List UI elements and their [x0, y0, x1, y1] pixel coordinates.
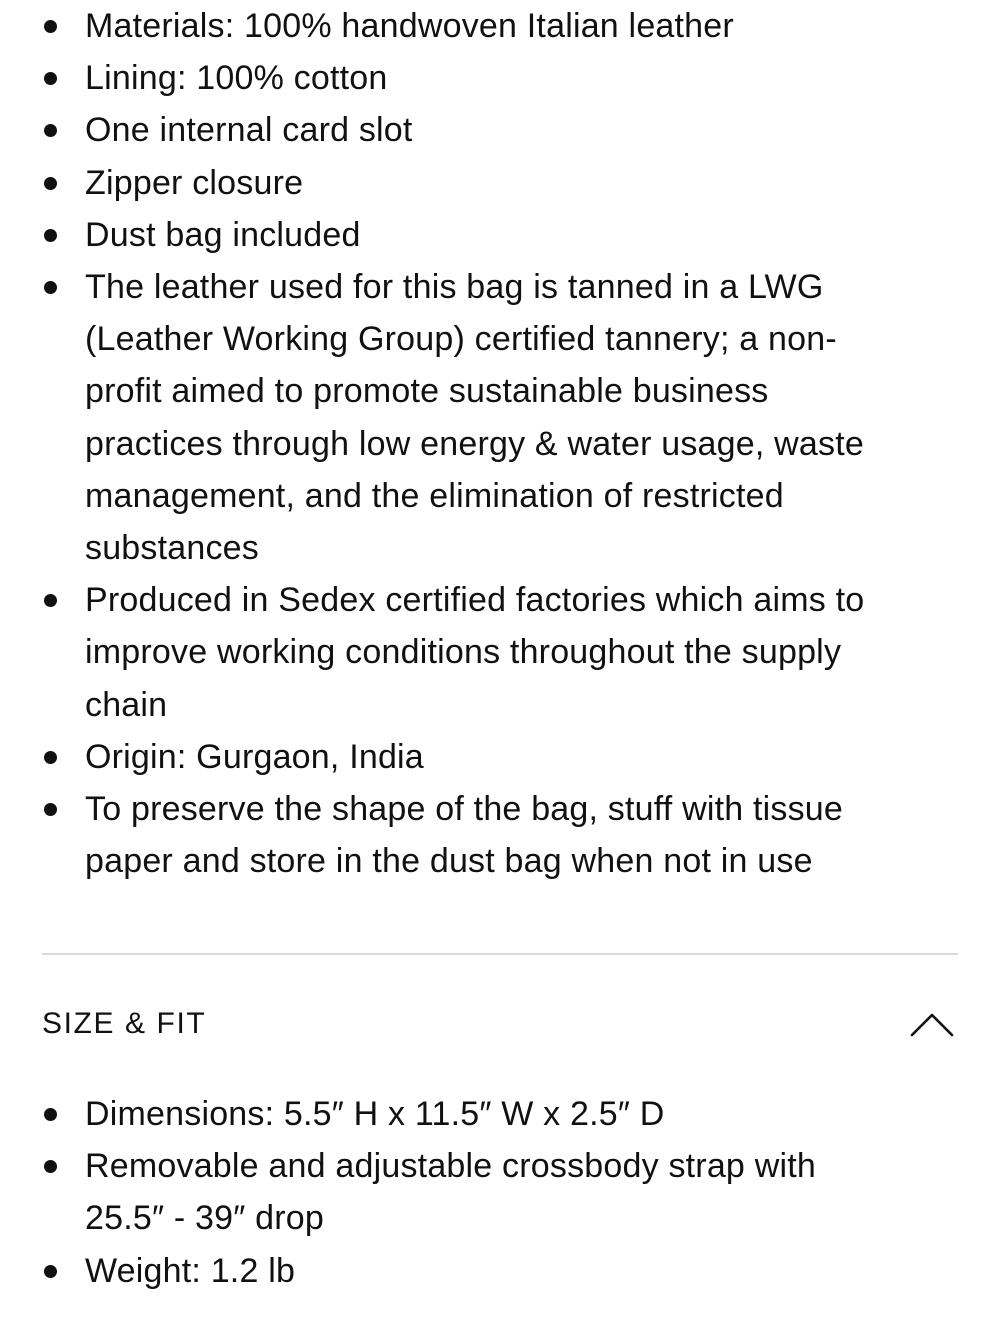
list-item: [42, 52, 962, 104]
bullet-icon: [44, 803, 57, 816]
bullet-icon: [44, 72, 57, 85]
list-item-line: Dimensions: 5.5″ H x 11.5″ W x 2.5″ D: [85, 1095, 665, 1133]
bullet-icon: [44, 20, 57, 33]
size-fit-title: SIZE & FIT: [42, 1007, 207, 1040]
list-item: [42, 574, 962, 731]
bullet-icon: [44, 229, 57, 242]
list-item: [42, 1088, 962, 1140]
list-item-line: improve working conditions throughout the supply: [85, 633, 842, 672]
chevron-up-icon[interactable]: [910, 1010, 954, 1038]
list-item-line: One internal card slot: [85, 111, 413, 150]
list-item-line: To preserve the shape of the bag, stuff with tissue: [85, 790, 844, 829]
bullet-icon: [44, 124, 57, 137]
list-item-line: practices through low energy & water usage, waste: [85, 424, 864, 463]
bullet-icon: [44, 281, 57, 294]
list-item-line: paper and store in the dust bag when not in use: [85, 842, 813, 881]
list-item-line: chain: [85, 685, 168, 724]
list-item-line: (Leather Working Group) certified tannery; a non-: [85, 320, 837, 359]
list-item: [42, 157, 962, 209]
list-item: [42, 1245, 962, 1297]
list-item-line: Zipper closure: [85, 163, 304, 202]
list-item: [42, 0, 962, 52]
list-item: [42, 261, 962, 574]
list-item-line: Weight: 1.2 lb: [85, 1251, 296, 1290]
list-item-line: Lining: 100% cotton: [85, 59, 388, 98]
list-item-line: Origin: Gurgaon, India: [85, 737, 424, 776]
section-divider: [42, 953, 958, 955]
list-item-line: Materials: 100% handwoven Italian leather: [85, 7, 734, 45]
list-item-line: 25.5″ - 39″ drop: [85, 1199, 324, 1238]
list-item: [42, 1140, 962, 1244]
list-item: [42, 209, 962, 261]
bullet-icon: [44, 594, 57, 607]
list-item-line: substances: [85, 529, 259, 568]
bullet-icon: [44, 1160, 57, 1173]
list-item-line: Removable and adjustable crossbody strap with: [85, 1147, 816, 1186]
list-item-line: The leather used for this bag is tanned in a LWG: [85, 268, 824, 307]
list-item: [42, 783, 962, 887]
bullet-icon: [44, 751, 57, 764]
bullet-icon: [44, 177, 57, 190]
size-fit-list: [42, 1088, 962, 1297]
list-item: [42, 731, 962, 783]
list-item-line: profit aimed to promote sustainable business: [85, 372, 769, 411]
list-item-line: management, and the elimination of restricted: [85, 476, 784, 515]
size-fit-accordion-header[interactable]: [42, 996, 958, 1052]
bullet-icon: [44, 1265, 57, 1278]
product-details-list: [42, 0, 962, 887]
bullet-icon: [44, 1108, 57, 1121]
list-item-line: Dust bag included: [85, 215, 361, 254]
list-item: [42, 104, 962, 156]
list-item-line: Produced in Sedex certified factories which aims to: [85, 581, 865, 620]
